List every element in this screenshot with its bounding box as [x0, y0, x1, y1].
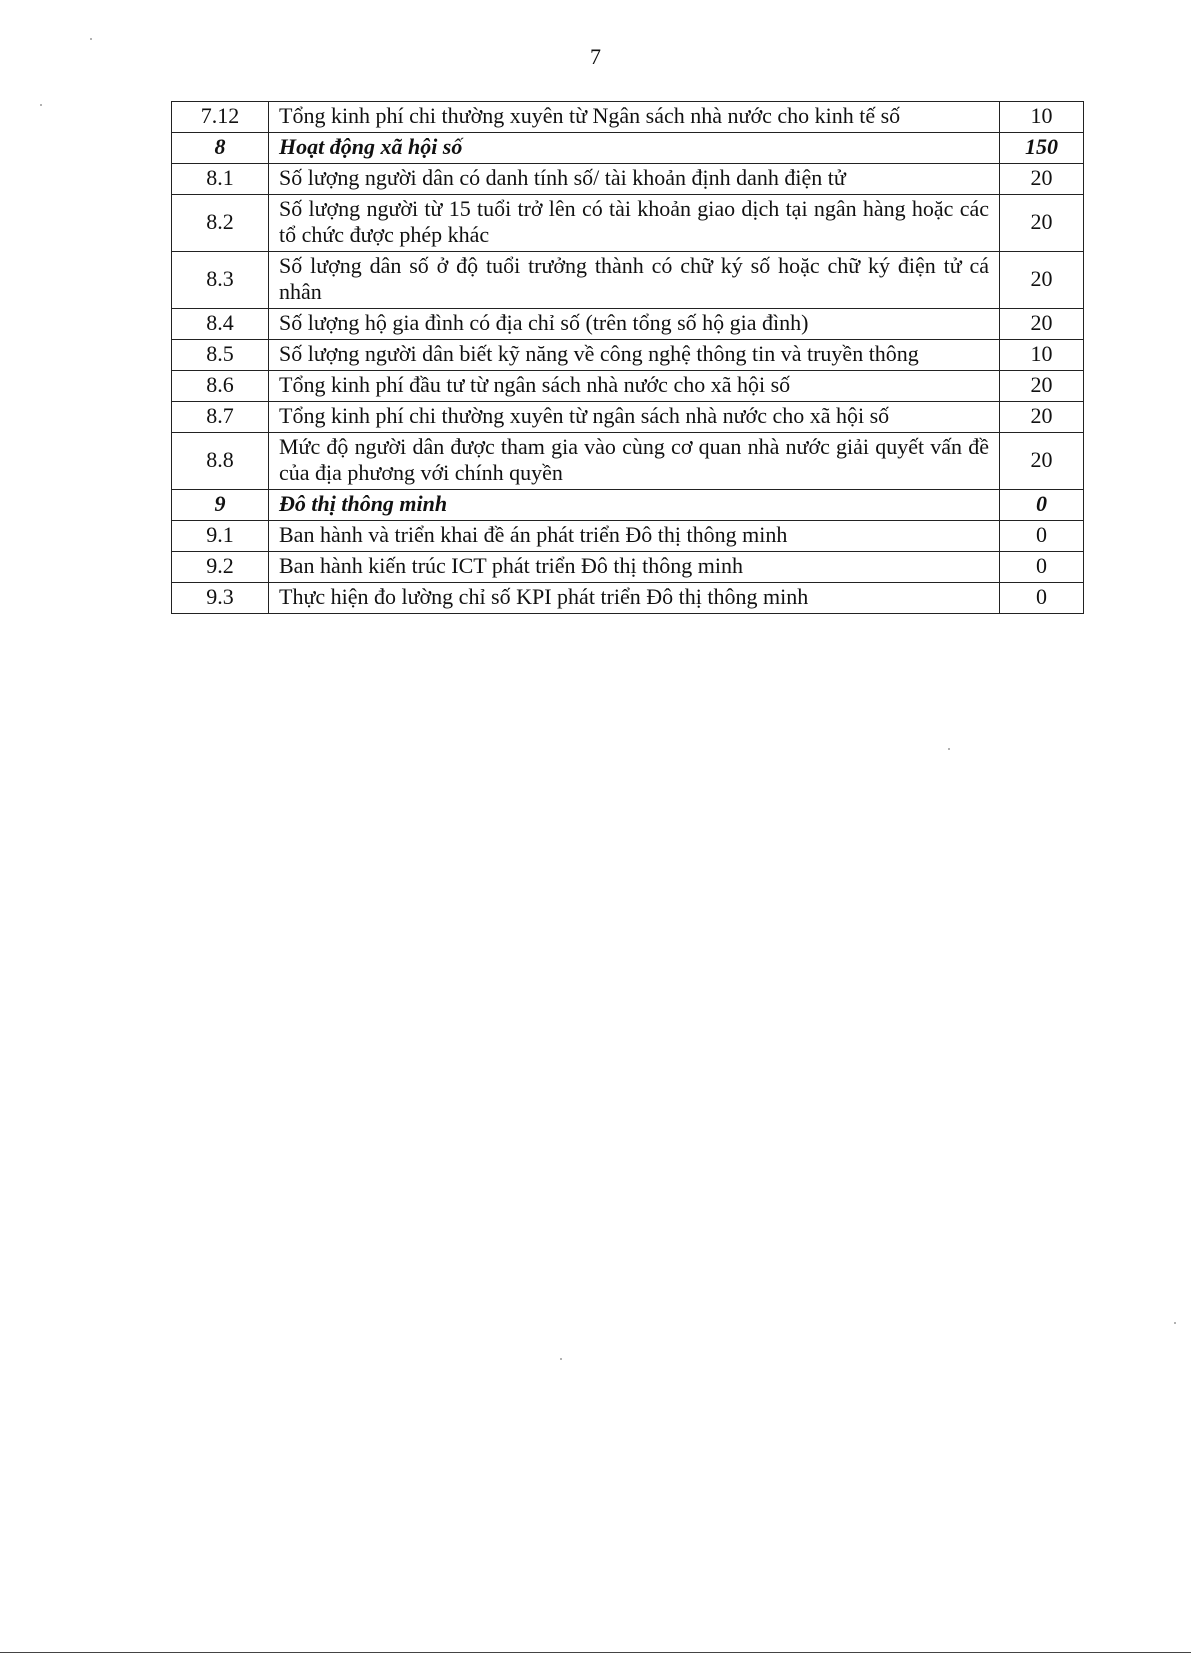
table-row-9-2: [172, 552, 1084, 583]
table-row-8-8: [172, 433, 1084, 490]
criterion-name: Thực hiện đo lường chỉ số KPI phát triển Đô thị thông minh: [269, 583, 1000, 614]
criterion-score: 20: [1000, 252, 1084, 309]
criterion-name: Ban hành kiến trúc ICT phát triển Đô thị thông minh: [269, 552, 1000, 583]
scan-speck: [948, 748, 950, 750]
criterion-code: 9.2: [172, 552, 269, 583]
criterion-score: 20: [1000, 371, 1084, 402]
criterion-code: 8.8: [172, 433, 269, 490]
criterion-code: 9.1: [172, 521, 269, 552]
criterion-score: 0: [1000, 552, 1084, 583]
scan-speck: [560, 1358, 562, 1360]
table-row-8-5: [172, 340, 1084, 371]
criterion-code: 8.7: [172, 402, 269, 433]
criterion-code: 8.4: [172, 309, 269, 340]
section-title: Hoạt động xã hội số: [269, 133, 1000, 164]
criterion-name: Ban hành và triển khai đề án phát triển Đô thị thông minh: [269, 521, 1000, 552]
criterion-score: 20: [1000, 164, 1084, 195]
criterion-code: 8.3: [172, 252, 269, 309]
criterion-score: 0: [1000, 521, 1084, 552]
table-row-8-3: [172, 252, 1084, 309]
table-row-8-4: [172, 309, 1084, 340]
section-title: Đô thị thông minh: [269, 490, 1000, 521]
scan-bottom-edge: [0, 1652, 1191, 1653]
criterion-score: 10: [1000, 340, 1084, 371]
table-row-8-2: [172, 195, 1084, 252]
criterion-name: Số lượng dân số ở độ tuổi trưởng thành có chữ ký số hoặc chữ ký điện tử cá nhân: [269, 252, 1000, 309]
criterion-name: Tổng kinh phí đầu tư từ ngân sách nhà nước cho xã hội số: [269, 371, 1000, 402]
criteria-score-table: [171, 101, 1084, 614]
table-row-9-1: [172, 521, 1084, 552]
scan-speck: [90, 38, 92, 40]
criterion-code: 8.5: [172, 340, 269, 371]
criterion-code: 9.3: [172, 583, 269, 614]
criterion-score: 20: [1000, 195, 1084, 252]
table-row-8-6: [172, 371, 1084, 402]
criterion-score: 20: [1000, 309, 1084, 340]
criterion-code: 8.2: [172, 195, 269, 252]
table-row-8-7: [172, 402, 1084, 433]
criterion-code: 8.1: [172, 164, 269, 195]
criterion-code: 7.12: [172, 102, 269, 133]
table-row-8-1: [172, 164, 1084, 195]
section-row-9: [172, 490, 1084, 521]
criterion-score: 20: [1000, 402, 1084, 433]
criterion-score: 20: [1000, 433, 1084, 490]
criterion-name: Số lượng người dân có danh tính số/ tài khoản định danh điện tử: [269, 164, 1000, 195]
criterion-name: Số lượng người dân biết kỹ năng về công nghệ thông tin và truyền thông: [269, 340, 1000, 371]
criterion-name: Tổng kinh phí chi thường xuyên từ ngân sách nhà nước cho xã hội số: [269, 402, 1000, 433]
section-total-score: 0: [1000, 490, 1084, 521]
section-total-score: 150: [1000, 133, 1084, 164]
scan-speck: [40, 104, 42, 106]
table-row-9-3: [172, 583, 1084, 614]
page-number: 7: [590, 44, 601, 69]
section-code: 9: [172, 490, 269, 521]
criterion-name: Tổng kinh phí chi thường xuyên từ Ngân sách nhà nước cho kinh tế số: [269, 102, 1000, 133]
criterion-score: 0: [1000, 583, 1084, 614]
section-row-8: [172, 133, 1084, 164]
criterion-name: Mức độ người dân được tham gia vào cùng cơ quan nhà nước giải quyết vấn đề của địa phương với chính quyền: [269, 433, 1000, 490]
criterion-score: 10: [1000, 102, 1084, 133]
scan-speck: [1174, 1322, 1176, 1324]
section-code: 8: [172, 133, 269, 164]
table-row-7-12: [172, 102, 1084, 133]
criterion-code: 8.6: [172, 371, 269, 402]
criterion-name: Số lượng hộ gia đình có địa chỉ số (trên tổng số hộ gia đình): [269, 309, 1000, 340]
criterion-name: Số lượng người từ 15 tuổi trở lên có tài khoản giao dịch tại ngân hàng hoặc các tổ chức được phép khác: [269, 195, 1000, 252]
